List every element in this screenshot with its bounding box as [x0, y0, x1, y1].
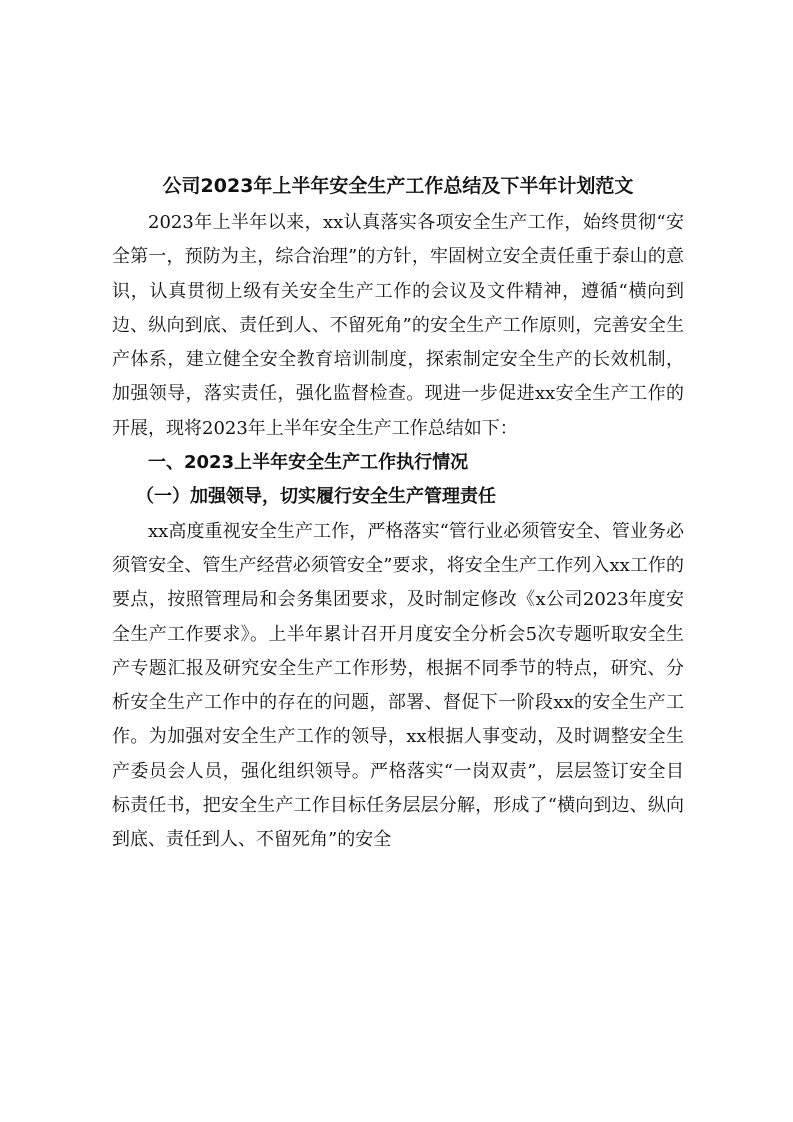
subsection-paragraph: xx高度重视安全生产工作，严格落实“管行业必须管安全、管业务必须管安全、管生产经营必须管安全”要求，将安全生产工作列入xx工作的要点，按照管理局和会务集团要求，及时制定修改《x公司2023年度安全生产工作要求》。上半年累计召开月度安全分析会5次专题听取安全生产专题汇报及研究安全生产工作形势，根据不同季节的特点，研究、分析安全生产工作中的存在的问题，部署、督促下一阶段xx的安全生产工作。为加强对安全生产工作的领导，xx根据人事变动，及时调整安全生产委员会人员，强化组织领导。严格落实“一岗双责”，层层签订安全目标责任书，把安全生产工作目标任务层层分解，形成了“横向到边、纵向到底、责任到人、不留死角”的安全: [112, 520, 684, 851]
section-heading: 一、2023上半年安全生产工作执行情况: [148, 452, 469, 474]
document-body: [112, 170, 684, 858]
subsection-heading: （一）加强领导，切实履行安全生产管理责任: [136, 486, 496, 508]
document-title: 公司2023年上半年安全生产工作总结及下半年计划范文: [162, 175, 634, 197]
intro-paragraph: 2023年上半年以来，xx认真落实各项安全生产工作，始终贯彻“安全第一，预防为主，综合治理”的方针，牢固树立安全责任重于泰山的意识，认真贯彻上级有关安全生产工作的会议及文件精神，遵循“横向到边、纵向到底、责任到人、不留死角”的安全生产工作原则，完善安全生产体系，建立健全安全教育培训制度，探索制定安全生产的长效机制，加强领导，落实责任，强化监督检查。现进一步促进xx安全生产工作的开展，现将2023年上半年安全生产工作总结如下：: [112, 212, 684, 439]
